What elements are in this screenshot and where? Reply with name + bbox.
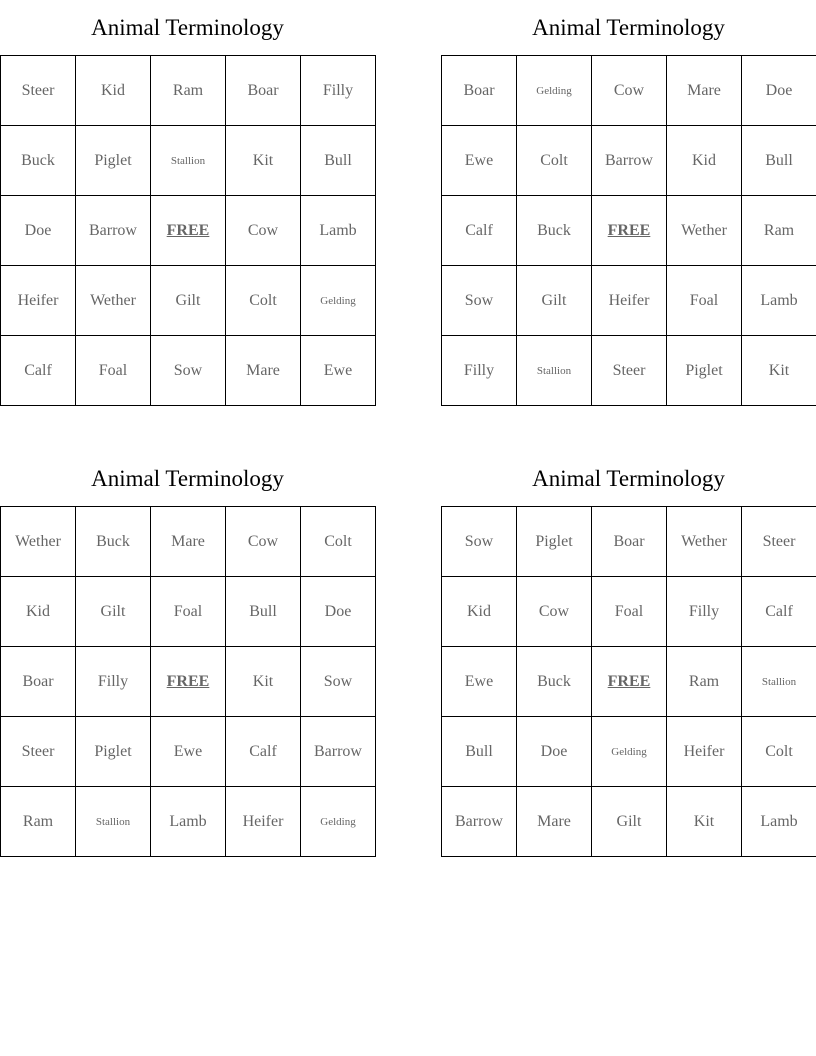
grid-row [1, 196, 376, 266]
grid-row [1, 577, 376, 647]
free-space: FREE [592, 196, 667, 266]
grid-cell: Lamb [742, 787, 816, 857]
grid-cell: Buck [517, 647, 592, 717]
grid-row [442, 647, 816, 717]
grid-cell: Ram [151, 56, 226, 126]
grid-cell: Sow [301, 647, 376, 717]
grid-row [442, 126, 816, 196]
grid-cell: Kid [442, 577, 517, 647]
grid-cell: Colt [742, 717, 816, 787]
grid-cell: Wether [1, 507, 76, 577]
card-title: Animal Terminology [91, 466, 284, 491]
grid-cell: Bull [301, 126, 376, 196]
grid-cell: Piglet [667, 336, 742, 406]
grid-cell: Bull [226, 577, 301, 647]
grid-cell: Steer [1, 717, 76, 787]
grid-cell: Kid [667, 126, 742, 196]
grid-cell: Ewe [442, 647, 517, 717]
grid-row [442, 787, 816, 857]
grid-cell: Gilt [592, 787, 667, 857]
grid-cell: Boar [226, 56, 301, 126]
grid-cell: Boar [442, 56, 517, 126]
grid-cell: Lamb [301, 196, 376, 266]
grid-cell: Filly [442, 336, 517, 406]
grid-cell: Wether [667, 507, 742, 577]
grid-cell: Ram [742, 196, 816, 266]
grid-cell: Mare [151, 507, 226, 577]
grid-cell: Sow [151, 336, 226, 406]
grid-cell: Kit [742, 336, 816, 406]
grid-cell: Cow [226, 507, 301, 577]
grid-cell: Piglet [76, 126, 151, 196]
grid-cell: Calf [1, 336, 76, 406]
grid-cell: Barrow [592, 126, 667, 196]
grid-cell: Ram [1, 787, 76, 857]
grid-cell: Doe [517, 717, 592, 787]
grid-cell: Colt [226, 266, 301, 336]
grid-cell: Kit [226, 126, 301, 196]
grid-cell: Barrow [442, 787, 517, 857]
grid-cell: Kid [76, 56, 151, 126]
grid-cell: Steer [1, 56, 76, 126]
bingo-grid [0, 506, 376, 857]
grid-cell: Calf [442, 196, 517, 266]
grid-cell: Boar [592, 507, 667, 577]
grid-cell: Wether [76, 266, 151, 336]
grid-cell: Buck [76, 507, 151, 577]
grid-cell: Filly [76, 647, 151, 717]
grid-cell: Foal [151, 577, 226, 647]
grid-cell: Steer [742, 507, 816, 577]
grid-cell: Mare [226, 336, 301, 406]
grid-cell: Steer [592, 336, 667, 406]
grid-cell: Bull [442, 717, 517, 787]
grid-cell: Foal [592, 577, 667, 647]
grid-cell: Heifer [1, 266, 76, 336]
grid-cell: Piglet [517, 507, 592, 577]
grid-cell: Gilt [151, 266, 226, 336]
grid-cell: Wether [667, 196, 742, 266]
grid-row [442, 56, 816, 126]
grid-cell: Cow [517, 577, 592, 647]
grid-cell: Barrow [301, 717, 376, 787]
grid-cell: Stallion [76, 787, 151, 857]
grid-row [442, 717, 816, 787]
grid-row [1, 126, 376, 196]
grid-row [1, 787, 376, 857]
grid-row [442, 507, 816, 577]
grid-cell: Ewe [442, 126, 517, 196]
grid-cell: Stallion [742, 647, 816, 717]
grid-cell: Doe [1, 196, 76, 266]
grid-cell: Foal [667, 266, 742, 336]
grid-row [442, 336, 816, 406]
grid-cell: Stallion [151, 126, 226, 196]
grid-row [442, 577, 816, 647]
grid-cell: Mare [667, 56, 742, 126]
grid-cell: Heifer [667, 717, 742, 787]
grid-row [1, 266, 376, 336]
grid-cell: Gelding [592, 717, 667, 787]
grid-row [442, 196, 816, 266]
grid-cell: Filly [667, 577, 742, 647]
grid-row [1, 647, 376, 717]
bingo-grid [441, 55, 816, 406]
grid-cell: Doe [742, 56, 816, 126]
grid-cell: Sow [442, 507, 517, 577]
grid-cell: Calf [226, 717, 301, 787]
grid-row [1, 336, 376, 406]
grid-cell: Cow [592, 56, 667, 126]
grid-cell: Gilt [517, 266, 592, 336]
grid-cell: Ram [667, 647, 742, 717]
grid-cell: Kid [1, 577, 76, 647]
grid-cell: Stallion [517, 336, 592, 406]
grid-cell: Calf [742, 577, 816, 647]
grid-cell: Buck [1, 126, 76, 196]
grid-cell: Heifer [592, 266, 667, 336]
free-space: FREE [592, 647, 667, 717]
grid-row [442, 266, 816, 336]
card-title: Animal Terminology [532, 466, 725, 491]
grid-cell: Mare [517, 787, 592, 857]
grid-row [1, 507, 376, 577]
grid-cell: Barrow [76, 196, 151, 266]
grid-cell: Sow [442, 266, 517, 336]
grid-cell: Foal [76, 336, 151, 406]
bingo-grid [0, 55, 376, 406]
grid-row [1, 56, 376, 126]
grid-cell: Buck [517, 196, 592, 266]
grid-cell: Kit [226, 647, 301, 717]
grid-cell: Lamb [151, 787, 226, 857]
grid-cell: Gelding [517, 56, 592, 126]
free-space: FREE [151, 647, 226, 717]
grid-cell: Bull [742, 126, 816, 196]
grid-cell: Lamb [742, 266, 816, 336]
grid-cell: Ewe [151, 717, 226, 787]
free-space: FREE [151, 196, 226, 266]
grid-cell: Kit [667, 787, 742, 857]
grid-cell: Gelding [301, 266, 376, 336]
grid-cell: Cow [226, 196, 301, 266]
grid-cell: Ewe [301, 336, 376, 406]
grid-row [1, 717, 376, 787]
grid-cell: Doe [301, 577, 376, 647]
grid-cell: Boar [1, 647, 76, 717]
card-title: Animal Terminology [91, 15, 284, 40]
grid-cell: Colt [301, 507, 376, 577]
grid-cell: Colt [517, 126, 592, 196]
card-title: Animal Terminology [532, 15, 725, 40]
grid-cell: Filly [301, 56, 376, 126]
grid-cell: Heifer [226, 787, 301, 857]
bingo-grid [441, 506, 816, 857]
grid-cell: Gilt [76, 577, 151, 647]
grid-cell: Piglet [76, 717, 151, 787]
grid-cell: Gelding [301, 787, 376, 857]
